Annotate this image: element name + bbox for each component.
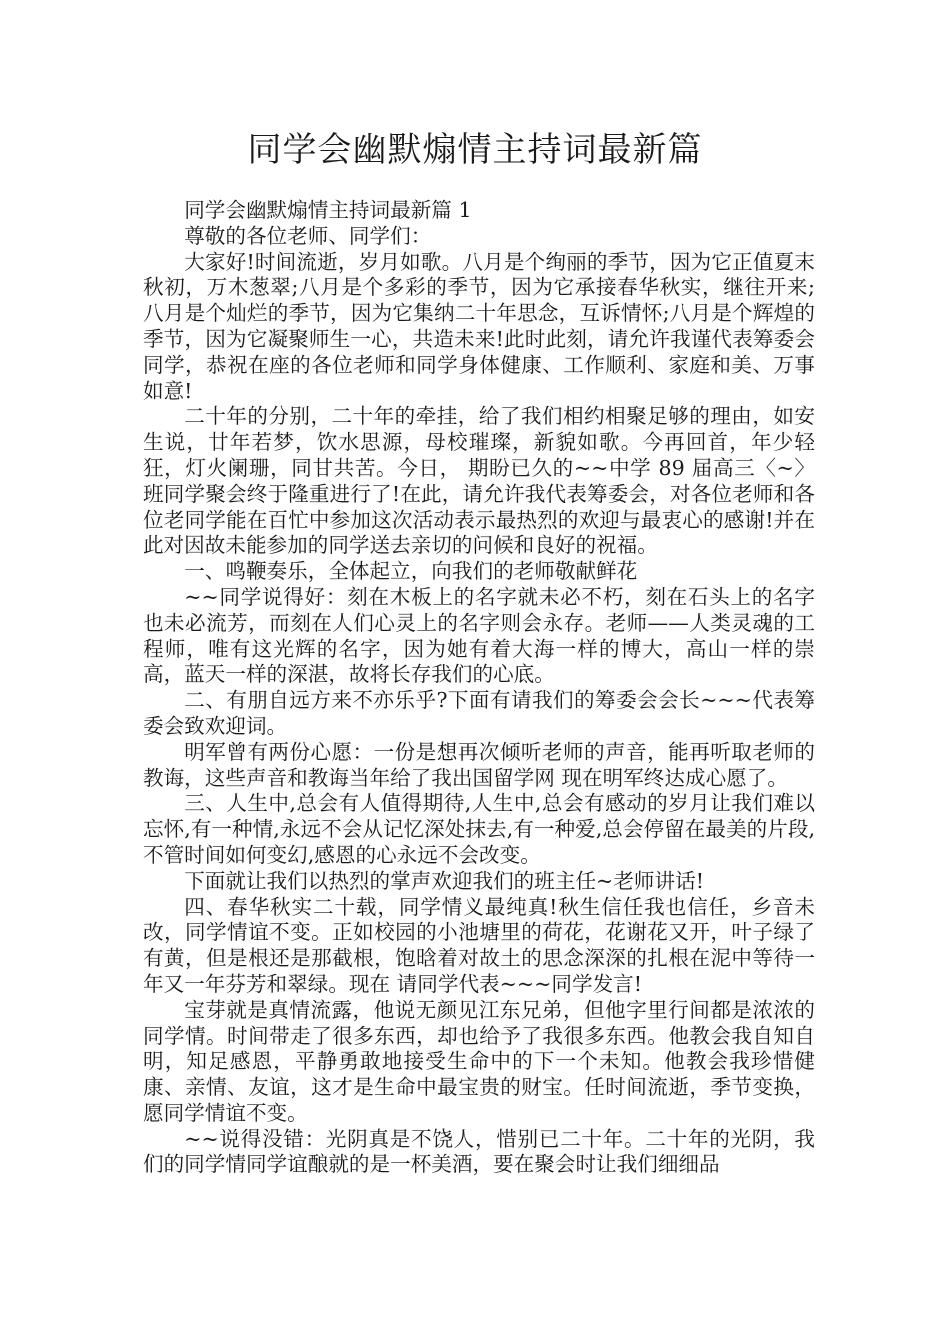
document-title: 同学会幽默煽情主持词最新篇 bbox=[247, 130, 703, 170]
body-paragraph: 二十年的分别，二十年的牵挂，给了我们相约相聚足够的理由，如安生说，廿年若梦，饮水思源，母校璀璨，新貌如歌。今再回首，年少轻狂，灯火阑珊，同甘共苦。今日， 期盼已久的~~中学 89 届高三〈~〉班同学聚会终于隆重进行了!在此，请允许我代表筹委会，对各位老师和各位老同学能在百忙中参加这次活动表示最热烈的欢迎与最衷心的感谢!并在此对因故未能参加的同学送去亲切的问候和良好的祝福。 bbox=[143, 404, 815, 558]
body-paragraph: 大家好!时间流逝，岁月如歌。八月是个绚丽的季节，因为它正值夏末秋初，万木葱翠;八月是个多彩的季节，因为它承接春华秋实，继往开来;八月是个灿烂的季节，因为它集纳二十年思念，互诉情怀;八月是个辉煌的季节，因为它凝聚师生一心，共造未来!此时此刻，请允许我谨代表筹委会同学，恭祝在座的各位老师和同学身体健康、工作顺利、家庭和美、万事如意! bbox=[143, 249, 815, 403]
document-body bbox=[143, 198, 815, 1178]
section-heading: 四、春华秋实二十载，同学情义最纯真!秋生信任我也信任，乡音未改，同学情谊不变。正如校园的小池塘里的荷花，花谢花又开，叶子绿了有黄，但是根还是那截根，饱晗着对故土的思念深深的扎根在泥中等待一年又一年芬芳和翠绿。现在 请同学代表~~~同学发言! bbox=[143, 894, 815, 996]
body-paragraph: 明军曾有两份心愿：一份是想再次倾听老师的声音，能再听取老师的教诲，这些声音和教诲当年给了我出国留学网 现在明军终达成心愿了。 bbox=[143, 739, 815, 790]
salutation-paragraph: 尊敬的各位老师、同学们： bbox=[184, 223, 432, 248]
subtitle-paragraph: 同学会幽默煽情主持词最新篇 1 bbox=[184, 198, 472, 222]
body-paragraph: 下面就让我们以热烈的掌声欢迎我们的班主任~老师讲话! bbox=[184, 868, 704, 893]
body-paragraph: ~~说得没错：光阴真是不饶人，惜别已二十年。二十年的光阴，我们的同学情同学谊酿就的是一杯美酒，要在聚会时让我们细细品 bbox=[143, 1126, 815, 1177]
section-heading: 三、人生中,总会有人值得期待,人生中,总会有感动的岁月让我们难以忘怀,有一种情,永远不会从记忆深处抹去,有一种爱,总会停留在最美的片段,不管时间如何变幻,感恩的心永远不会改变。 bbox=[143, 791, 815, 867]
section-heading: 一、鸣鞭奏乐，全体起立，向我们的老师敬献鲜花 bbox=[184, 559, 638, 584]
body-paragraph: ~~同学说得好：刻在木板上的名字就未必不朽，刻在石头上的名字也未必流芳，而刻在人们心灵上的名字则会永存。老师——人类灵魂的工程师，唯有这光辉的名字，因为她有着大海一样的博大，高山一样的崇高，蓝天一样的深湛，故将长存我们的心底。 bbox=[143, 584, 815, 687]
section-heading: 二、有朋自远方来不亦乐乎?下面有请我们的筹委会会长~~~代表筹委会致欢迎词。 bbox=[143, 688, 815, 738]
body-paragraph: 宝芽就是真情流露，他说无颜见江东兄弟，但他字里行间都是浓浓的同学情。时间带走了很多东西，却也给予了我很多东西。他教会我自知自明，知足感恩，平静勇敢地接受生命中的下一个未知。他教会我珍惜健康、亲情、友谊，这才是生命中最宝贵的财宝。任时间流逝，季节变换，愿同学情谊不变。 bbox=[143, 997, 815, 1125]
